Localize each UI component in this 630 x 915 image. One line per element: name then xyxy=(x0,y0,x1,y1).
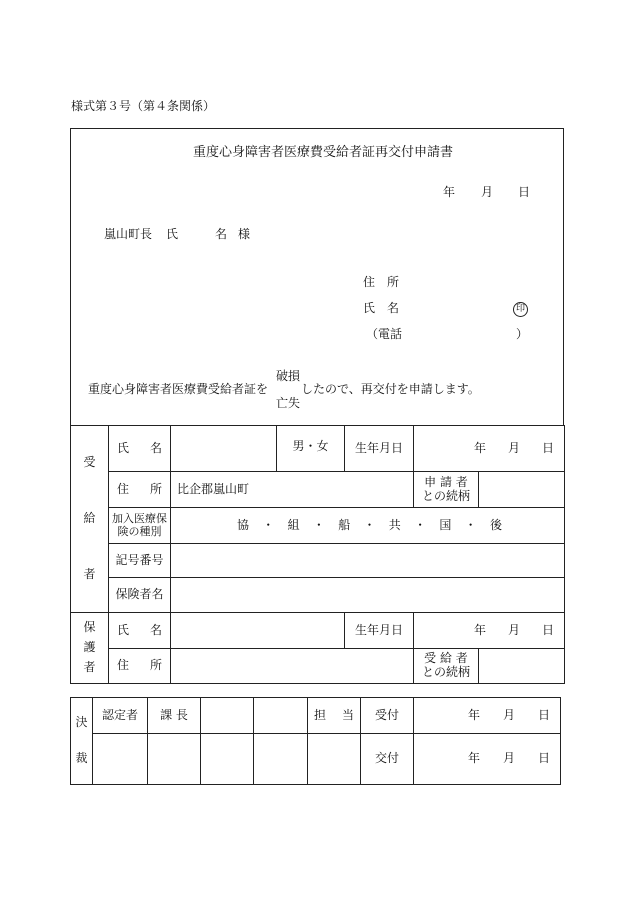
symbol-number-field[interactable] xyxy=(171,544,565,578)
received-label: 受付 xyxy=(361,698,414,734)
guardian-relation-field[interactable] xyxy=(479,649,565,684)
statement-tail: したので、再交付を申請します。 xyxy=(301,382,480,396)
insurance-type-choices[interactable]: 協 ・ 組 ・ 船 ・ 共 ・ 国 ・ 後 xyxy=(171,508,565,544)
addressee-shi: 氏 xyxy=(166,227,179,241)
applicant-phone-close: ） xyxy=(516,327,529,341)
recipient-relation-field[interactable] xyxy=(479,472,565,508)
date-day-label: 日 xyxy=(518,185,531,199)
guardian-name-label: 氏 名 xyxy=(109,613,171,649)
statement-option-damaged: 破損 xyxy=(276,369,301,383)
blank-stamp-box-2[interactable] xyxy=(254,734,308,785)
recipient-guardian-table xyxy=(70,425,565,684)
guardian-birth-date[interactable]: 年 月 日 xyxy=(414,613,565,649)
issued-label: 交付 xyxy=(361,734,414,785)
addressee-office: 嵐山町長 xyxy=(104,227,153,241)
date-year-label: 年 xyxy=(443,185,456,199)
recipient-birth-label: 生年月日 xyxy=(345,426,414,472)
addressee-sama: 様 xyxy=(238,227,251,241)
form-title: 重度心身障害者医療費受給者証再交付申請書 xyxy=(193,145,454,160)
applicant-phone-open: （電話 xyxy=(366,327,403,341)
form-number: 様式第３号（第４条関係） xyxy=(71,99,216,113)
recipient-relation-label: 申 請 者 との続柄 xyxy=(414,472,479,508)
insurer-name-label: 保険者名 xyxy=(109,578,171,613)
addressee-mei: 名 xyxy=(215,227,228,241)
seal-mark: 印 xyxy=(513,302,528,317)
guardian-name-field[interactable] xyxy=(171,613,345,649)
recipient-name-label: 氏 名 xyxy=(109,426,171,472)
recipient-name-field[interactable] xyxy=(171,426,277,472)
approver-label: 認定者 xyxy=(93,698,148,734)
statement-lead: 重度心身障害者医療費受給者証を xyxy=(88,382,269,396)
staff-stamp-box[interactable] xyxy=(308,734,361,785)
issued-date[interactable]: 年 月 日 xyxy=(414,734,561,785)
recipient-address-value[interactable]: 比企郡嵐山町 xyxy=(171,472,414,508)
symbol-number-label: 記号番号 xyxy=(109,544,171,578)
date-month-label: 月 xyxy=(481,185,494,199)
applicant-address-label: 住 所 xyxy=(363,275,400,289)
statement-option-lost: 亡失 xyxy=(276,396,301,410)
recipient-birth-date[interactable]: 年 月 日 xyxy=(414,426,565,472)
decision-table xyxy=(70,697,561,785)
recipient-gender-choice[interactable]: 男・女 xyxy=(277,426,345,472)
decision-blank-header-1 xyxy=(201,698,254,734)
guardian-address-field[interactable] xyxy=(171,649,414,684)
guardian-birth-label: 生年月日 xyxy=(345,613,414,649)
chief-stamp-box[interactable] xyxy=(148,734,201,785)
insurer-name-field[interactable] xyxy=(171,578,565,613)
staff-label: 担 当 xyxy=(308,698,361,734)
recipient-section-label: 受 給 者 xyxy=(71,426,109,613)
guardian-section-label: 保 護 者 xyxy=(71,613,109,684)
application-header-box xyxy=(70,128,564,425)
received-date[interactable]: 年 月 日 xyxy=(414,698,561,734)
guardian-relation-label: 受 給 者 との続柄 xyxy=(414,649,479,684)
decision-section-label: 決 裁 xyxy=(71,698,93,785)
decision-blank-header-2 xyxy=(254,698,308,734)
recipient-address-label: 住 所 xyxy=(109,472,171,508)
applicant-name-label: 氏 名 xyxy=(363,301,400,315)
insurance-type-label: 加入医療保 険の種別 xyxy=(109,508,171,544)
guardian-address-label: 住 所 xyxy=(109,649,171,684)
approver-stamp-box[interactable] xyxy=(93,734,148,785)
blank-stamp-box-1[interactable] xyxy=(201,734,254,785)
chief-label: 課 長 xyxy=(148,698,201,734)
